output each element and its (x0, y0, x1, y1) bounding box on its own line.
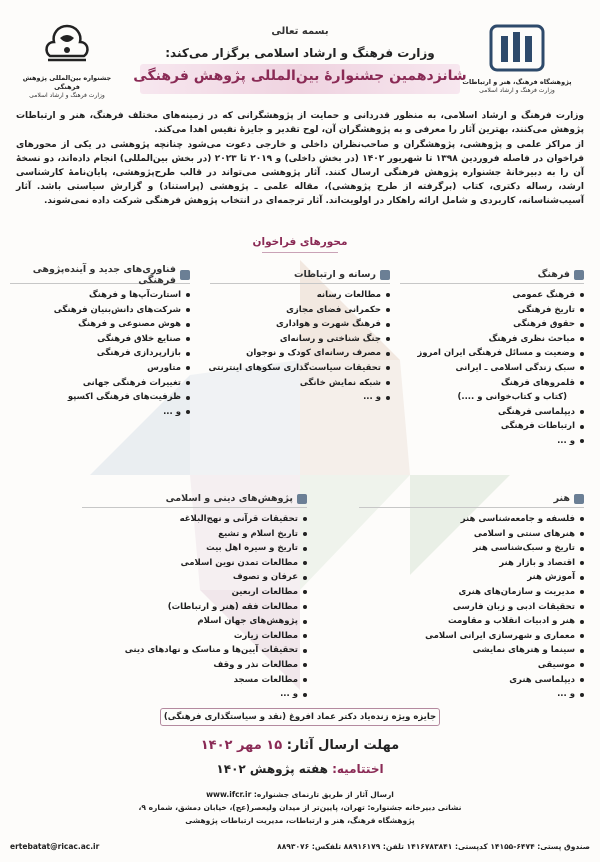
festival-logo-caption: جشنواره بین‌المللی پژوهش فرهنگی (22, 74, 112, 92)
bullet-icon (186, 366, 190, 370)
bullet-icon (186, 323, 190, 327)
list-item: مباحث نظری فرهنگ (400, 332, 584, 347)
religion-list (82, 512, 307, 702)
festival-logo (22, 20, 112, 110)
list-item: ارتباطات فرهنگی (400, 419, 584, 434)
bullet-icon (186, 410, 190, 414)
list-item: فرهنگ عمومی (400, 288, 584, 303)
closing-label: اختتامیه: (332, 762, 384, 776)
bismillah: بسمه تعالی (271, 26, 329, 37)
bullet-icon (580, 649, 584, 653)
list-item: دیپلماسی فرهنگی (400, 405, 584, 420)
list-item: متاورس (10, 361, 190, 376)
bullet-icon (303, 532, 307, 536)
deadline (0, 738, 600, 753)
bullet-icon (303, 634, 307, 638)
deadline-date: ۱۵ مهر ۱۴۰۲ (200, 738, 283, 753)
list-item: هنر و ادبیات انقلاب و مقاومت (359, 614, 584, 629)
bullet-icon (580, 576, 584, 580)
bullet-icon (186, 381, 190, 385)
list-item: تاریخ فرهنگی (400, 303, 584, 318)
bullet-icon (580, 439, 584, 443)
bullet-icon (303, 663, 307, 667)
tech-list (10, 288, 190, 419)
bullet-icon (386, 323, 390, 327)
bullet-icon (386, 396, 390, 400)
bullet-icon (580, 547, 584, 551)
list-item: موسیقی (359, 658, 584, 673)
section-header (82, 492, 307, 508)
section-header (400, 268, 584, 284)
bullet-icon (386, 352, 390, 356)
list-item: دیپلماسی هنری (359, 673, 584, 688)
list-item: و ... (210, 390, 390, 405)
bullet-icon (386, 308, 390, 312)
list-item: مطالعات فقه (هنر و ارتباطات) (82, 600, 307, 615)
section-marker-icon (180, 270, 190, 280)
list-item: فلسفه و جامعه‌شناسی هنر (359, 512, 584, 527)
section-title: رسانه و ارتباطات (293, 269, 376, 280)
list-item: حقوق فرهنگی (400, 317, 584, 332)
bullet-icon (186, 337, 190, 341)
section-marker-icon (574, 494, 584, 504)
special-prize: جایزه ویژه زنده‌یاد دکتر عماد افروغ (نقد و سیاستگذاری فرهنگی) (160, 708, 440, 726)
bullet-icon (580, 532, 584, 536)
list-item: و ... (82, 687, 307, 702)
section-marker-icon (297, 494, 307, 504)
bullet-icon (580, 620, 584, 624)
bullet-icon (303, 693, 307, 697)
list-item: مطالعات زیارت (82, 629, 307, 644)
section-marker-icon (380, 270, 390, 280)
list-item: پژوهش‌های جهان اسلام (82, 614, 307, 629)
section-title: پژوهش‌های دینی و اسلامی (165, 493, 293, 504)
list-item: مطالعات اربعین (82, 585, 307, 600)
bullet-icon (580, 605, 584, 609)
section-header (10, 263, 190, 286)
closing-value: هفته پژوهش ۱۴۰۲ (216, 762, 328, 776)
bullet-icon (580, 410, 584, 414)
list-item: فرهنگ شهرت و هواداری (210, 317, 390, 332)
list-item: معماری و شهرسازی ایرانی اسلامی (359, 629, 584, 644)
axes-title: محورهای فراخوان (252, 236, 348, 248)
closing-ceremony (0, 762, 600, 776)
bullet-icon (303, 517, 307, 521)
bullet-icon (580, 381, 584, 385)
list-item: جنگ شناختی و رسانه‌ای (210, 332, 390, 347)
intro-paragraph-2: از مراکز علمی و پژوهشی، پژوهشگران و صاحب‌نظران داخلی و خارجی دعوت می‌شود چنانچه پژوهشی در یکی از محورهای فراخوان در فاصله فروردین ۱۳۹۸ تا شهریور ۱۴۰۲ (در بخش داخلی) و ۲۰۱۹ تا ۲۰۲۳ (در بخش بین‌المللی) انجام داده‌اند، دو نسخهٔ آن را به دبیرخانهٔ جشنواره پژوهش فرهنگی ارسال کنند. آثار پژوهشی می‌تواند در قالب طرح‌پژوهشی، پایان‌نامهٔ کارشناسی ارشد، رساله دکتری، کتاب (برگرفته از طرح پژوهشی)، مقاله علمی ـ پژوهشی (پراستناد) و گزارش سیاستی باشد. آثار آسیب‌شناسانه، کاربردی و شامل ارائه راهکار در اولویت‌اند. آثار ترجمه‌ای در انتخاب پژوهش فرهنگی شرکت داده نمی‌شوند. (16, 139, 584, 206)
list-item: تحقیقات آیین‌ها و مناسک و نهادهای دینی (82, 643, 307, 658)
section-art (359, 492, 584, 702)
bullet-icon (186, 352, 190, 356)
list-item: وضعیت و مسائل فرهنگی ایران امروز (400, 346, 584, 361)
culture-list (400, 288, 584, 449)
list-item: تحقیقات ادبی و زبان فارسی (359, 600, 584, 615)
bullet-icon (386, 381, 390, 385)
bullet-icon (303, 561, 307, 565)
footer (0, 788, 600, 827)
bullet-icon (580, 693, 584, 697)
bullet-icon (303, 576, 307, 580)
festival-title: شانزدهمین جشنوارهٔ بین‌المللی پژوهش فرهنگی (133, 68, 467, 84)
axes-underline (262, 252, 338, 253)
ricac-subcaption: وزارت فرهنگ و ارشاد اسلامی (479, 87, 555, 95)
list-item: تاریخ اسلام و تشیع (82, 527, 307, 542)
section-header (359, 492, 584, 508)
email-address: ertebatat@ricac.ac.ir (10, 842, 100, 851)
list-item: مطالعات رسانه (210, 288, 390, 303)
contact-row (10, 842, 590, 851)
section-media (210, 268, 390, 405)
bullet-icon (186, 396, 190, 400)
section-religion (82, 492, 307, 702)
list-item: تحقیقات سیاست‌گذاری سکوهای اینترنتی (210, 361, 390, 376)
bullet-icon (303, 547, 307, 551)
section-marker-icon (574, 270, 584, 280)
bullet-icon (580, 590, 584, 594)
postal-info: صندوق پستی: ۶۴۷۴-۱۴۱۵۵ کدپستی: ۱۴۱۶۷۸۳۸۴۱ تلفن: ۸۸۹۱۶۱۷۹ تلفکس: ۸۸۹۳۰۷۶ (277, 842, 590, 851)
bullet-icon (303, 620, 307, 624)
bullet-icon (386, 293, 390, 297)
section-header (210, 268, 390, 284)
list-item: هوش مصنوعی و فرهنگ (10, 317, 190, 332)
bullet-icon (303, 605, 307, 609)
list-item: عرفان و تصوف (82, 570, 307, 585)
media-list (210, 288, 390, 405)
list-item: تغییرات فرهنگی جهانی (10, 376, 190, 391)
bullet-icon (580, 425, 584, 429)
bullet-icon (580, 634, 584, 638)
list-item: سبک زندگی اسلامی ـ ایرانی (400, 361, 584, 376)
intro-text (16, 110, 584, 210)
bullet-icon (303, 678, 307, 682)
list-item: تاریخ و سیره اهل بیت (82, 541, 307, 556)
intro-paragraph-1: وزارت فرهنگ و ارشاد اسلامی، به منظور قدردانی و حمایت از پژوهشگرانی که در زمینه‌های مختلف فرهنگ، هنر و ارتباطات پژوهش می‌کنند، بهترین آثار را معرفی و به پژوهشگران آن، لوح تقدیر و جایزهٔ نفیس اهدا می‌کند. (16, 111, 584, 135)
list-item: و ... (10, 405, 190, 420)
list-item: آموزش هنر (359, 570, 584, 585)
address-line: نشانی دبیرخانه جشنواره: تهران، پایین‌تر از میدان ولیعصر(عج)، خیابان دمشق، شماره ۹، (138, 803, 462, 813)
festival-emblem-icon (38, 20, 96, 70)
office-line: پژوهشگاه فرهنگ، هنر و ارتباطات، مدیریت ارتباطات پژوهشی (185, 816, 415, 826)
bullet-icon (386, 337, 390, 341)
list-item: ظرفیت‌های فرهنگی اکسپو (10, 390, 190, 405)
section-tech (10, 263, 190, 419)
ministry-line: وزارت فرهنگ و ارشاد اسلامی برگزار می‌کند: (165, 46, 435, 60)
bullet-icon (186, 308, 190, 312)
bullet-icon (303, 649, 307, 653)
bullet-icon (386, 366, 390, 370)
bullet-icon (580, 337, 584, 341)
bullet-icon (580, 366, 584, 370)
list-item: هنرهای سنتی و اسلامی (359, 527, 584, 542)
list-item: شبکه نمایش خانگی (210, 376, 390, 391)
bullet-icon (580, 352, 584, 356)
section-culture (400, 268, 584, 449)
list-item: مطالعات تمدن نوین اسلامی (82, 556, 307, 571)
section-title: هنر (553, 493, 570, 504)
bullet-icon (580, 561, 584, 565)
bullet-icon (580, 663, 584, 667)
art-list (359, 512, 584, 702)
list-item: اقتصاد و بازار هنر (359, 556, 584, 571)
bullet-icon (186, 293, 190, 297)
list-item: بازارپردازی فرهنگی (10, 346, 190, 361)
list-item: سینما و هنرهای نمایشی (359, 643, 584, 658)
list-item: مطالعات نذر و وقف (82, 658, 307, 673)
bullet-icon (303, 590, 307, 594)
list-item: قلمروهای فرهنگ (400, 376, 584, 391)
section-title: فناوری‌های جدید و آینده‌پژوهی فرهنگی (32, 263, 176, 286)
list-item: و ... (359, 687, 584, 702)
list-item: تحقیقات قرآنی و نهج‌البلاغه (82, 512, 307, 527)
list-item-continuation: (کتاب و کتاب‌خوانی و ....) (457, 392, 567, 403)
list-item: مطالعات مسجد (82, 673, 307, 688)
bullet-icon (580, 678, 584, 682)
festival-logo-subcaption: وزارت فرهنگ و ارشاد اسلامی (29, 92, 105, 100)
list-item: تاریخ و سبک‌شناسی هنر (359, 541, 584, 556)
list-item: حکمرانی فضای مجازی (210, 303, 390, 318)
list-item: صنایع خلاق فرهنگی (10, 332, 190, 347)
list-item: و ... (400, 434, 584, 449)
bullet-icon (580, 323, 584, 327)
ricac-caption: پژوهشگاه فرهنگ، هنر و ارتباطات (462, 78, 572, 86)
list-item: مدیریت و سازمان‌های هنری (359, 585, 584, 600)
header (0, 8, 600, 108)
bullet-icon (580, 517, 584, 521)
list-item: شرکت‌های دانش‌بنیان فرهنگی (10, 303, 190, 318)
website-line: ارسال آثار از طریق تارنمای جشنواره: www.ifcr.ir (206, 790, 394, 799)
section-title: فرهنگ (537, 269, 570, 280)
list-item: مصرف رسانه‌ای کودک و نوجوان (210, 346, 390, 361)
bullet-icon (580, 293, 584, 297)
deadline-label: مهلت ارسال آثار: (286, 738, 400, 753)
list-item: استارت‌آپ‌ها و فرهنگ (10, 288, 190, 303)
bullet-icon (580, 308, 584, 312)
